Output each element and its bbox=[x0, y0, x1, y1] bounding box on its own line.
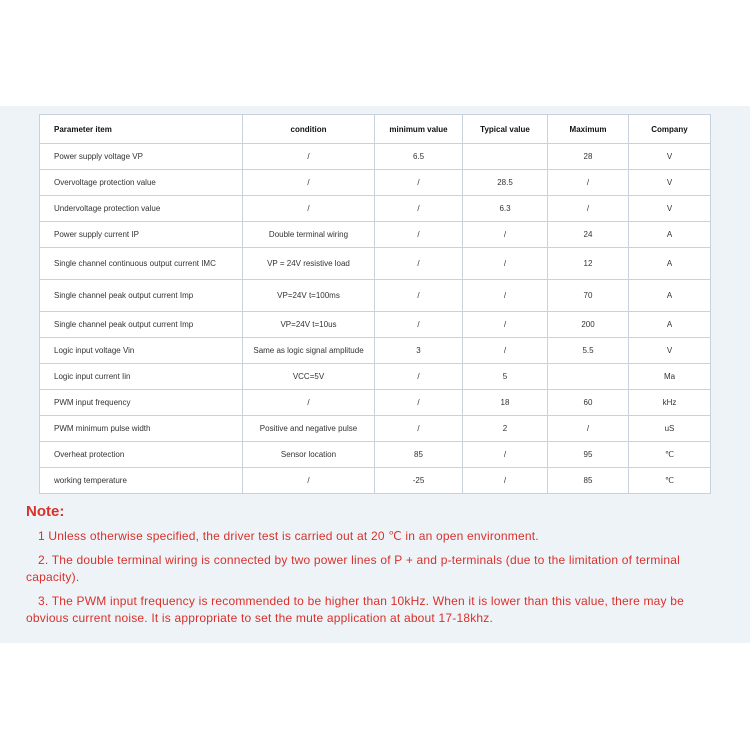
note-item-1: 1 Unless otherwise specified, the driver test is carried out at 20 ℃ in an open environment. bbox=[38, 529, 539, 543]
cell-condition: / bbox=[243, 144, 375, 170]
header-condition: condition bbox=[243, 115, 375, 144]
cell-unit: kHz bbox=[629, 390, 711, 416]
cell-maximum bbox=[548, 364, 629, 390]
cell-typical: / bbox=[463, 248, 548, 280]
cell-maximum: 70 bbox=[548, 280, 629, 312]
cell-minimum: 3 bbox=[375, 338, 463, 364]
cell-unit: V bbox=[629, 144, 711, 170]
note-title: Note: bbox=[26, 503, 65, 520]
table-row bbox=[40, 248, 711, 280]
cell-maximum: 200 bbox=[548, 312, 629, 338]
cell-condition: VP = 24V resistive load bbox=[243, 248, 375, 280]
cell-maximum: 12 bbox=[548, 248, 629, 280]
cell-typical: / bbox=[463, 442, 548, 468]
table-row bbox=[40, 144, 711, 170]
cell-parameter: PWM minimum pulse width bbox=[40, 416, 243, 442]
table-row bbox=[40, 468, 711, 494]
cell-minimum: 6.5 bbox=[375, 144, 463, 170]
header-parameter-item: Parameter item bbox=[40, 115, 243, 144]
spec-table bbox=[39, 114, 711, 494]
cell-typical: 28.5 bbox=[463, 170, 548, 196]
cell-minimum: / bbox=[375, 416, 463, 442]
cell-maximum: 5.5 bbox=[548, 338, 629, 364]
cell-minimum: -25 bbox=[375, 468, 463, 494]
cell-minimum: / bbox=[375, 196, 463, 222]
cell-typical: / bbox=[463, 280, 548, 312]
cell-parameter: Single channel peak output current Imp bbox=[40, 312, 243, 338]
cell-typical: 18 bbox=[463, 390, 548, 416]
cell-parameter: Overheat protection bbox=[40, 442, 243, 468]
cell-parameter: Logic input current Iin bbox=[40, 364, 243, 390]
cell-unit: uS bbox=[629, 416, 711, 442]
table-row bbox=[40, 390, 711, 416]
table-row bbox=[40, 338, 711, 364]
cell-minimum: / bbox=[375, 390, 463, 416]
cell-maximum: 95 bbox=[548, 442, 629, 468]
cell-maximum: / bbox=[548, 196, 629, 222]
spec-table-container bbox=[39, 114, 710, 494]
cell-typical: / bbox=[463, 312, 548, 338]
cell-unit: A bbox=[629, 248, 711, 280]
cell-maximum: / bbox=[548, 170, 629, 196]
cell-unit: Ma bbox=[629, 364, 711, 390]
table-row bbox=[40, 312, 711, 338]
table-row bbox=[40, 280, 711, 312]
cell-parameter: Single channel continuous output current IMC bbox=[40, 248, 243, 280]
cell-unit: A bbox=[629, 222, 711, 248]
cell-parameter: Overvoltage protection value bbox=[40, 170, 243, 196]
cell-unit: V bbox=[629, 338, 711, 364]
cell-minimum: / bbox=[375, 222, 463, 248]
cell-condition: VP=24V t=10us bbox=[243, 312, 375, 338]
cell-condition: Same as logic signal amplitude bbox=[243, 338, 375, 364]
cell-condition: / bbox=[243, 468, 375, 494]
cell-minimum: / bbox=[375, 312, 463, 338]
cell-maximum: 60 bbox=[548, 390, 629, 416]
cell-minimum: / bbox=[375, 364, 463, 390]
table-row bbox=[40, 442, 711, 468]
note-item-2: 2. The double terminal wiring is connected by two power lines of P + and p-terminals (due to the limitation of terminal capacity). bbox=[26, 553, 681, 584]
cell-typical: 2 bbox=[463, 416, 548, 442]
cell-typical: / bbox=[463, 468, 548, 494]
cell-maximum: 24 bbox=[548, 222, 629, 248]
cell-typical: 6.3 bbox=[463, 196, 548, 222]
cell-parameter: PWM input frequency bbox=[40, 390, 243, 416]
cell-minimum: / bbox=[375, 248, 463, 280]
cell-unit: V bbox=[629, 170, 711, 196]
cell-parameter: working temperature bbox=[40, 468, 243, 494]
table-row bbox=[40, 170, 711, 196]
cell-condition: VCC=5V bbox=[243, 364, 375, 390]
note-section bbox=[26, 503, 706, 634]
table-row bbox=[40, 196, 711, 222]
table-header-row bbox=[40, 115, 711, 144]
cell-unit: ℃ bbox=[629, 442, 711, 468]
cell-condition: VP=24V t=100ms bbox=[243, 280, 375, 312]
cell-unit: A bbox=[629, 312, 711, 338]
cell-minimum: / bbox=[375, 280, 463, 312]
cell-typical: 5 bbox=[463, 364, 548, 390]
table-row bbox=[40, 364, 711, 390]
header-typical-value: Typical value bbox=[463, 115, 548, 144]
cell-maximum: / bbox=[548, 416, 629, 442]
cell-condition: / bbox=[243, 170, 375, 196]
cell-maximum: 85 bbox=[548, 468, 629, 494]
cell-parameter: Single channel peak output current Imp bbox=[40, 280, 243, 312]
cell-parameter: Power supply voltage VP bbox=[40, 144, 243, 170]
cell-parameter: Logic input voltage Vin bbox=[40, 338, 243, 364]
table-row bbox=[40, 222, 711, 248]
cell-maximum: 28 bbox=[548, 144, 629, 170]
cell-unit: A bbox=[629, 280, 711, 312]
cell-typical: / bbox=[463, 222, 548, 248]
table-row bbox=[40, 416, 711, 442]
cell-typical bbox=[463, 144, 548, 170]
header-company: Company bbox=[629, 115, 711, 144]
cell-parameter: Power supply current IP bbox=[40, 222, 243, 248]
cell-condition: / bbox=[243, 390, 375, 416]
cell-condition: Positive and negative pulse bbox=[243, 416, 375, 442]
cell-unit: V bbox=[629, 196, 711, 222]
cell-minimum: / bbox=[375, 170, 463, 196]
cell-parameter: Undervoltage protection value bbox=[40, 196, 243, 222]
cell-minimum: 85 bbox=[375, 442, 463, 468]
cell-condition: Double terminal wiring bbox=[243, 222, 375, 248]
cell-unit: ℃ bbox=[629, 468, 711, 494]
cell-typical: / bbox=[463, 338, 548, 364]
cell-condition: Sensor location bbox=[243, 442, 375, 468]
cell-condition: / bbox=[243, 196, 375, 222]
header-minimum-value: minimum value bbox=[375, 115, 463, 144]
note-item-3: 3. The PWM input frequency is recommended to be higher than 10kHz. When it is lower than this value, there may be obvious current noise. It is appropriate to set the mute application at about 17-18khz. bbox=[26, 594, 685, 625]
header-maximum: Maximum bbox=[548, 115, 629, 144]
